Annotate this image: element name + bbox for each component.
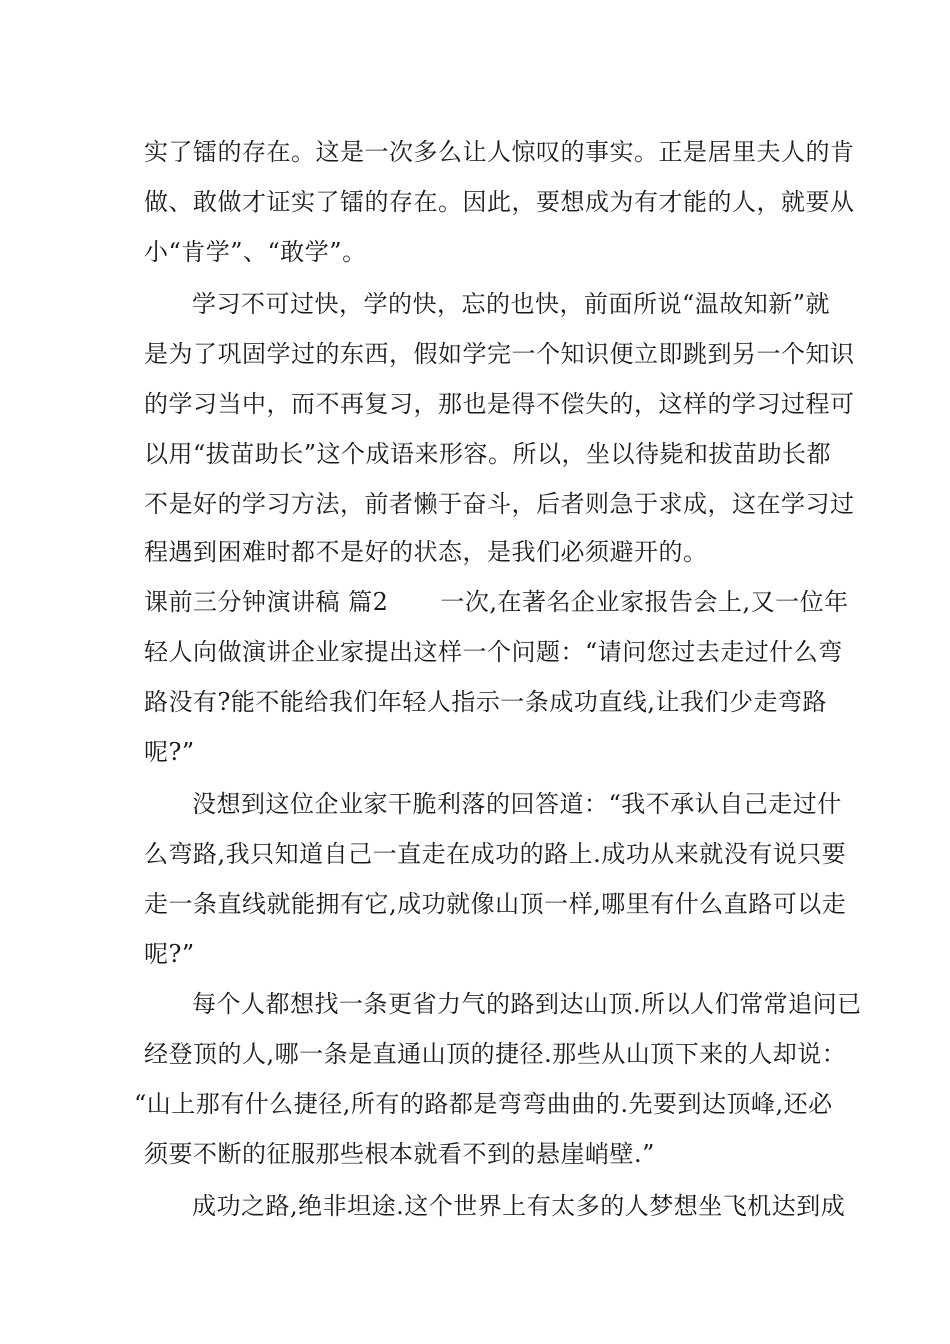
text-line: 呢?” <box>144 940 195 968</box>
text-line: 做、敢做才证实了镭的存在。因此，要想成为有才能的人，就要从 <box>144 188 855 216</box>
text-line: 每个人都想找一条更省力气的路到达山顶.所以人们常常追问已 <box>192 990 862 1018</box>
text-line: 实了镭的存在。这是一次多么让人惊叹的事实。正是居里夫人的肯 <box>144 138 855 166</box>
text-line: “山上那有什么捷径,所有的路都是弯弯曲曲的.先要到达顶峰,还必 <box>134 1090 833 1118</box>
text-line: 程遇到困难时都不是好的状态，是我们必须避开的。 <box>144 538 708 566</box>
text-line: 是为了巩固学过的东西，假如学完一个知识便立即跳到另一个知识 <box>144 340 855 368</box>
text-line: 走一条直线就能拥有它,成功就像山顶一样,哪里有什么直路可以走 <box>144 890 847 918</box>
text-line: 么弯路,我只知道自己一直走在成功的路上.成功从来就没有说只要 <box>144 840 847 868</box>
text-line: 轻人向做演讲企业家提出这样一个问题：“请问您过去走过什么弯 <box>144 638 843 666</box>
text-line: 没想到这位企业家干脆利落的回答道：“我不承认自己走过什 <box>192 790 842 818</box>
text-line: 经登顶的人,哪一条是直通山顶的捷径.那些从山顶下来的人却说： <box>144 1040 847 1068</box>
text-line: 须要不断的征服那些根本就看不到的悬崖峭壁.” <box>144 1140 655 1168</box>
heading-paragraph-start: 一次,在著名企业家报告会上,又一位年 <box>440 588 849 616</box>
text-line: 路没有?能不能给我们年轻人指示一条成功直线,让我们少走弯路 <box>144 688 827 716</box>
section-heading: 课前三分钟演讲稿 篇2 <box>144 588 389 616</box>
text-line: 成功之路,绝非坦途.这个世界上有太多的人梦想坐飞机达到成 <box>192 1192 846 1220</box>
text-line: 以用“拔苗助长”这个成语来形容。所以，坐以待毙和拔苗助长都 <box>144 440 832 468</box>
text-line: 小“肯学”、“敢学”。 <box>144 238 367 266</box>
text-line: 学习不可过快，学的快，忘的也快，前面所说“温故知新”就 <box>192 290 831 318</box>
text-line: 呢?” <box>144 738 195 766</box>
text-line: 的学习当中，而不再复习，那也是得不偿失的，这样的学习过程可 <box>144 390 855 418</box>
section-heading-line <box>144 586 849 618</box>
text-line: 不是好的学习方法，前者懒于奋斗，后者则急于求成，这在学习过 <box>144 490 855 518</box>
